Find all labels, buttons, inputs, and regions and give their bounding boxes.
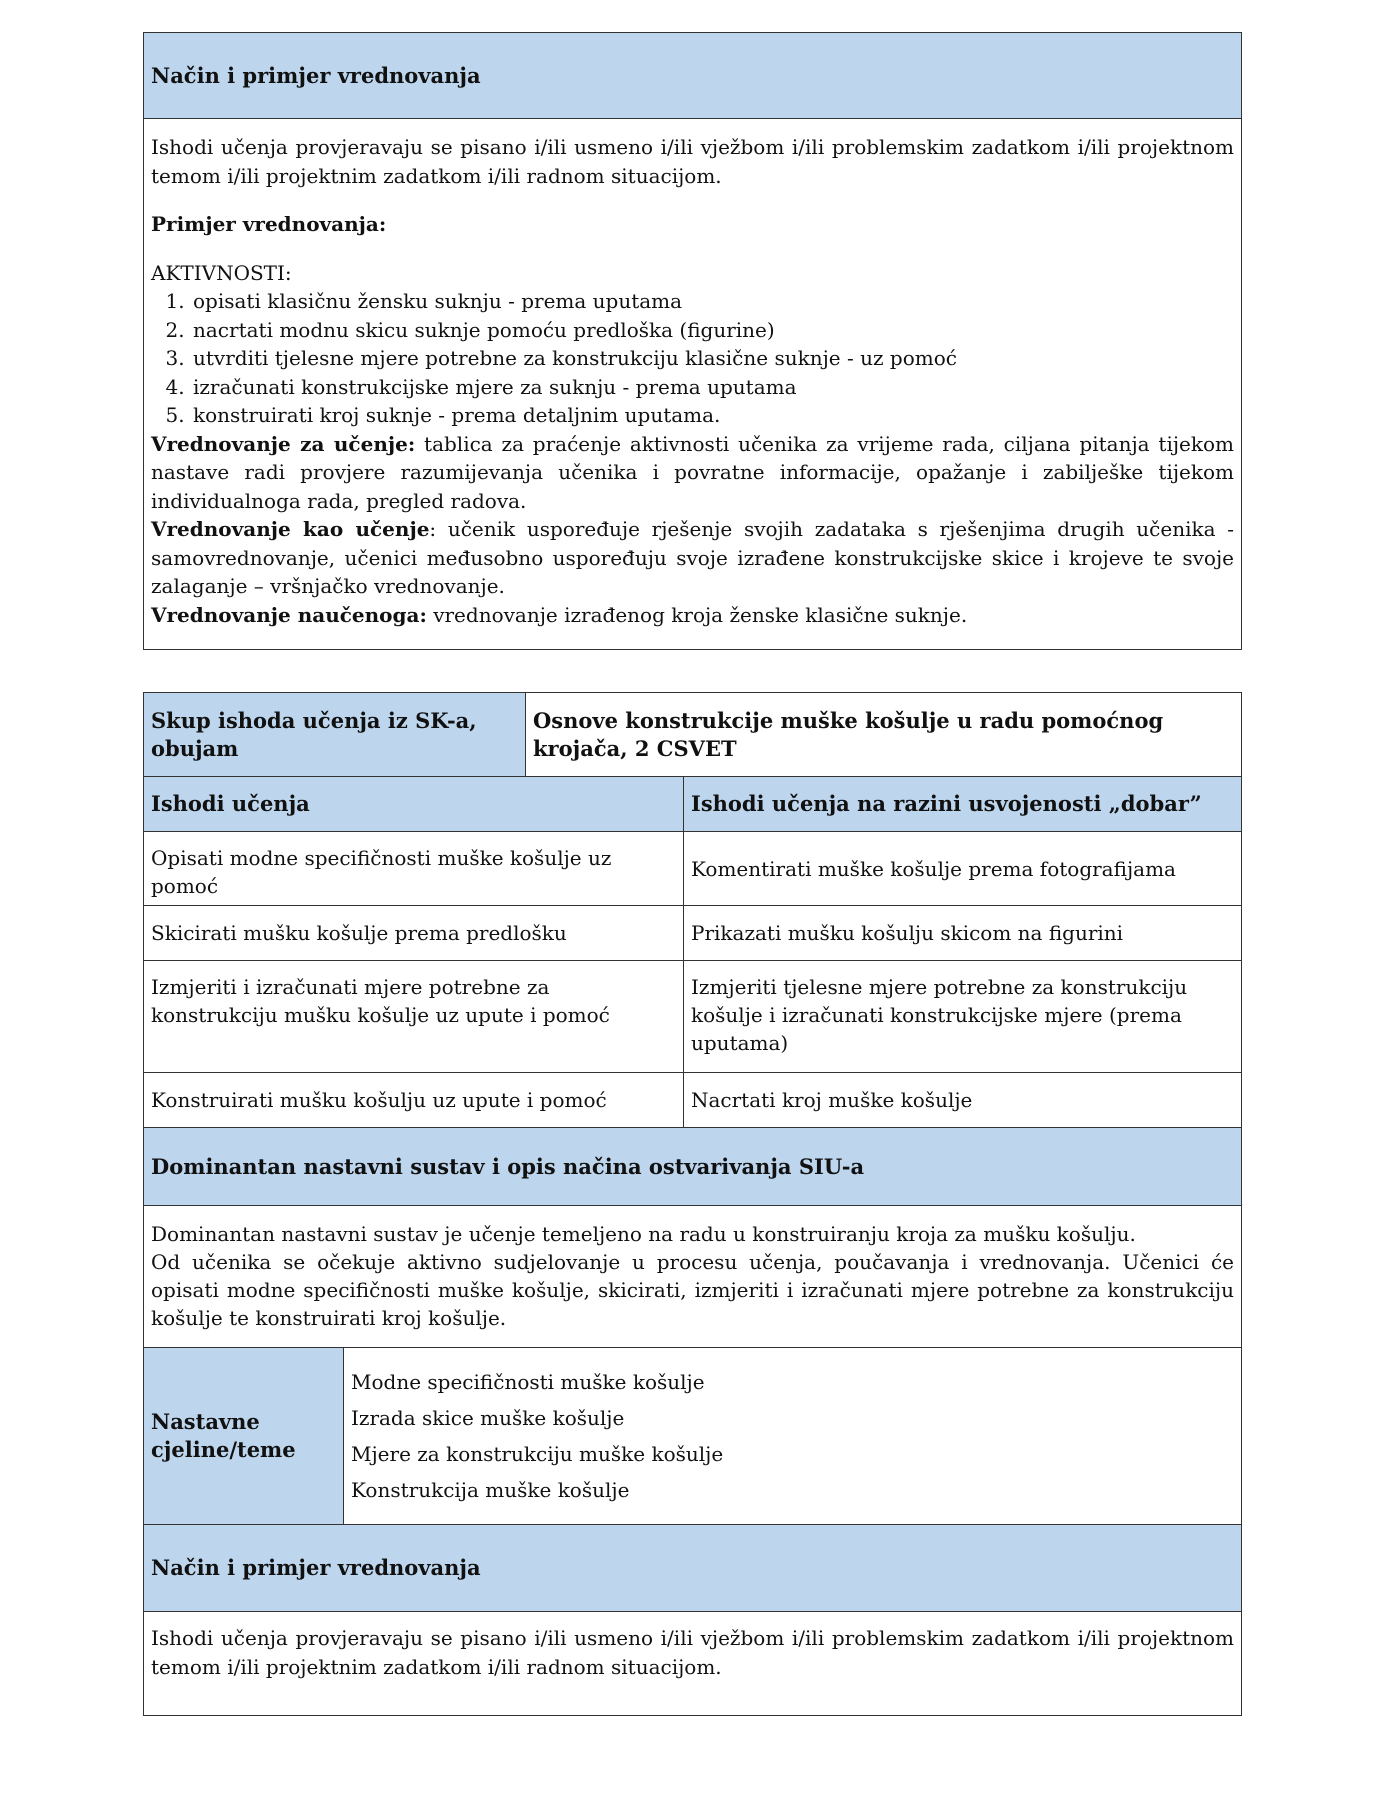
- table-row: [144, 961, 1241, 1073]
- outcome-cell: Konstruirati mušku košulju uz upute i pomoć: [144, 1073, 684, 1127]
- set-title: Osnove konstrukcije muške košulje u radu pomoćnog krojača, 2 CSVET: [533, 708, 1164, 761]
- eval-as-label: Vrednovanje kao učenje: [151, 517, 430, 541]
- dominant-line-1: Dominantan nastavni sustav je učenje temeljeno na radu u konstruiranju kroja za mušku košulju.: [151, 1222, 1136, 1246]
- eval-for-text: tablica za praćenje aktivnosti učenika za vrijeme rada, ciljana pitanja tijekom nastave radi provjere razumijevanja učenika i povratne informacije, opažanje i zabilješke tijekom individualnoga rada, pregled radova.: [151, 431, 1235, 513]
- dominant-line-2: Od učenika se očekuje aktivno sudjelovanje u procesu učenja, poučavanja i vrednovanja. Učenici će opisati modne specifičnosti muške košulje, skicirati, izmjeriti i izračunati mjere potrebne za konstrukciju košulje te konstruirati kroj košulje.: [151, 1250, 1234, 1330]
- list-item: 1. opisati klasičnu žensku suknju - prema uputama: [191, 287, 1234, 316]
- outcome-cell: Opisati modne specifičnosti muške košulje uz pomoć: [144, 832, 684, 905]
- eval-for-label: Vrednovanje za učenje:: [151, 431, 416, 456]
- eval-body: Ishodi učenja provjeravaju se pisano i/ili usmeno i/ili vježbom i/ili problemskim zadatkom i/ili projektnom temom i/ili projektnim zadatkom i/ili radnom situacijom.: [151, 1626, 1234, 1679]
- dominant-header: Dominantan nastavni sustav i opis načina ostvarivanja SIU-a: [151, 1153, 865, 1179]
- set-label: Skup ishoda učenja iz SK-a, obujam: [144, 693, 526, 776]
- units-row: [144, 1348, 1241, 1525]
- col-outcomes: Ishodi učenja: [144, 777, 684, 831]
- outcome-cell: Izmjeriti i izračunati mjere potrebne za konstrukciju mušku košulje uz upute i pomoć: [144, 961, 684, 1072]
- set-row: [144, 693, 1241, 777]
- eval-header-row: [144, 1525, 1241, 1612]
- list-item: 3. utvrditi tjelesne mjere potrebne za konstrukciju klasične suknje - uz pomoć: [191, 344, 1234, 373]
- evaluation-section-1: [143, 32, 1242, 650]
- section-body: [144, 119, 1241, 629]
- outcome-set-table: [143, 692, 1242, 1716]
- table-row: [144, 1073, 1241, 1128]
- outcomes-header-row: [144, 777, 1241, 832]
- col-good: Ishodi učenja na razini usvojenosti „dobar”: [691, 791, 1202, 816]
- example-title: Primjer vrednovanja:: [151, 212, 387, 236]
- eval-body-row: [144, 1612, 1241, 1715]
- good-cell: Prikazati mušku košulju skicom na figurini: [691, 921, 1124, 945]
- list-item: Konstrukcija muške košulje: [351, 1478, 630, 1502]
- section-header: Način i primjer vrednovanja: [144, 33, 1241, 119]
- dominant-header-row: [144, 1128, 1241, 1206]
- units-list: [344, 1348, 1241, 1524]
- list-item: Modne specifičnosti muške košulje: [351, 1370, 705, 1394]
- list-item: 5. konstruirati kroj suknje - prema detaljnim uputama.: [191, 401, 1234, 430]
- activities-label: AKTIVNOSTI:: [151, 260, 292, 285]
- list-item: Mjere za konstrukciju muške košulje: [351, 1442, 724, 1466]
- table-row: [144, 832, 1241, 906]
- table-row: [144, 906, 1241, 961]
- eval-as-text: : učenik uspoređuje rješenje svojih zadataka s rješenjima drugih učenika - samovrednovanje, učenici međusobno uspoređuju svoje izrađene konstrukcijske skice i krojeve te svoje zalaganje – vršnjačko vrednovanje.: [151, 517, 1234, 598]
- activities-list: [151, 287, 1234, 430]
- dominant-body: [144, 1206, 1241, 1347]
- good-cell: Izmjeriti tjelesne mjere potrebne za konstrukciju košulje i izračunati konstrukcijske mjere (prema uputama): [691, 975, 1188, 1055]
- eval-of-learning: [151, 601, 1234, 630]
- list-item: 2. nacrtati modnu skicu suknje pomoću predloška (figurine): [191, 316, 1234, 345]
- units-label: Nastavne cjeline/teme: [144, 1348, 344, 1524]
- list-item: 4. izračunati konstrukcijske mjere za suknju - prema uputama: [191, 373, 1234, 402]
- good-cell: Nacrtati kroj muške košulje: [691, 1088, 973, 1112]
- intro-paragraph: Ishodi učenja provjeravaju se pisano i/ili usmeno i/ili vježbom i/ili problemskim zadatkom i/ili projektnom temom i/ili projektnim zadatkom i/ili radnom situacijom.: [151, 135, 1234, 188]
- dominant-body-row: [144, 1206, 1241, 1348]
- good-cell: Komentirati muške košulje prema fotografijama: [691, 856, 1176, 881]
- eval-of-label: Vrednovanje naučenoga:: [151, 602, 427, 627]
- eval-header: Način i primjer vrednovanja: [151, 1555, 481, 1580]
- outcome-cell: Skicirati mušku košulje prema predlošku: [144, 906, 684, 960]
- eval-for-learning: [151, 430, 1234, 516]
- list-item: Izrada skice muške košulje: [351, 1406, 625, 1430]
- eval-as-learning: [151, 515, 1234, 601]
- eval-of-text: vrednovanje izrađenog kroja ženske klasične suknje.: [426, 602, 968, 627]
